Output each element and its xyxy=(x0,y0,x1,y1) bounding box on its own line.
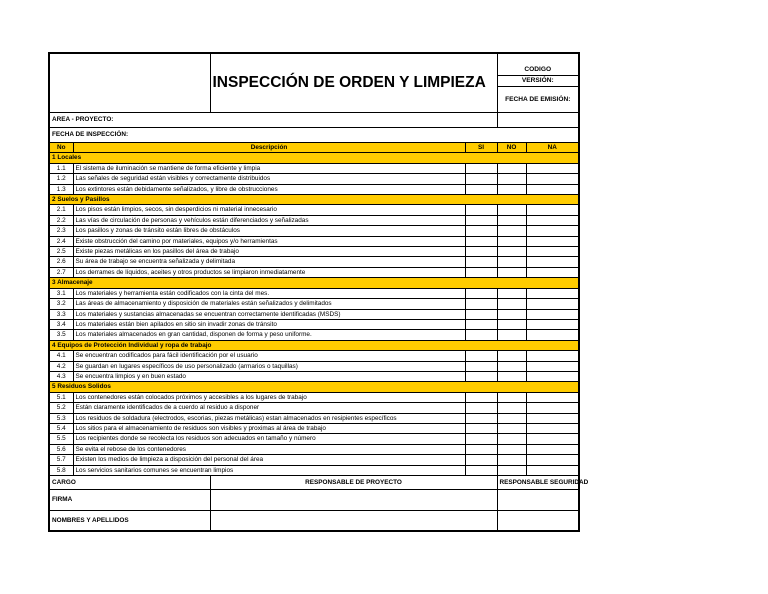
nombres-seguridad-field[interactable] xyxy=(497,511,579,532)
answer-si-cell[interactable] xyxy=(465,184,497,194)
answer-no-cell[interactable] xyxy=(497,163,526,173)
answer-no-cell[interactable] xyxy=(497,236,526,246)
answer-si-cell[interactable] xyxy=(465,236,497,246)
answer-no-cell[interactable] xyxy=(497,205,526,215)
logo-area xyxy=(49,53,210,113)
nombres-label: NOMBRES Y APELLIDOS xyxy=(49,511,210,532)
answer-si-cell[interactable] xyxy=(465,205,497,215)
nombres-proyecto-field[interactable] xyxy=(210,511,497,532)
section-title: 2 Suelos y Pasillos xyxy=(49,195,579,205)
checklist-row xyxy=(49,455,579,465)
checklist-row xyxy=(49,299,579,309)
item-number: 5.7 xyxy=(49,455,73,465)
answer-na-cell[interactable] xyxy=(526,288,579,298)
answer-na-cell[interactable] xyxy=(526,465,579,475)
section-header-row xyxy=(49,382,579,392)
answer-no-cell[interactable] xyxy=(497,319,526,329)
answer-na-cell[interactable] xyxy=(526,455,579,465)
answer-no-cell[interactable] xyxy=(497,288,526,298)
sections-body xyxy=(49,153,579,476)
checklist-row xyxy=(49,288,579,298)
answer-no-cell[interactable] xyxy=(497,267,526,277)
item-description: Los pisos están limpios, secos, sin desperdicios ni material innecesario xyxy=(73,205,465,215)
item-description: Los materiales almacenados en gran cantidad, disponen de forma y peso uniforme. xyxy=(73,330,465,340)
item-description: Los materiales y herramienta están codificados con la cinta del mes. xyxy=(73,288,465,298)
item-description: Se encuentran codificados para fácil identificación por el usuario xyxy=(73,351,465,361)
answer-si-cell[interactable] xyxy=(465,392,497,402)
answer-si-cell[interactable] xyxy=(465,247,497,257)
item-description: Existe obstrucción del camino por materiales, equipos y/o herramientas xyxy=(73,236,465,246)
item-number: 3.3 xyxy=(49,309,73,319)
answer-no-cell[interactable] xyxy=(497,257,526,267)
col-na: NA xyxy=(526,143,579,153)
item-number: 5.6 xyxy=(49,444,73,454)
section-title: 3 Almacenaje xyxy=(49,278,579,288)
firma-row xyxy=(49,490,579,511)
answer-no-cell[interactable] xyxy=(497,299,526,309)
item-description: Los pasillos y zonas de tránsito están libres de obstáculos xyxy=(73,226,465,236)
item-description: Los extintores están debidamente señalizados, y libre de obstrucciones xyxy=(73,184,465,194)
col-no: No xyxy=(49,143,73,153)
checklist-row xyxy=(49,163,579,173)
item-number: 2.7 xyxy=(49,267,73,277)
answer-no-cell[interactable] xyxy=(497,423,526,433)
checklist-row xyxy=(49,392,579,402)
section-header-row xyxy=(49,153,579,163)
answer-no-cell[interactable] xyxy=(497,465,526,475)
item-number: 5.2 xyxy=(49,403,73,413)
area-row xyxy=(49,113,579,128)
answer-no-cell[interactable] xyxy=(497,184,526,194)
fecha-inspeccion-row xyxy=(49,128,579,143)
answer-na-cell[interactable] xyxy=(526,205,579,215)
section-title: 1 Locales xyxy=(49,153,579,163)
answer-no-cell[interactable] xyxy=(497,413,526,423)
item-number: 4.3 xyxy=(49,371,73,381)
signature-header-row xyxy=(49,476,579,490)
answer-na-cell[interactable] xyxy=(526,184,579,194)
item-number: 1.2 xyxy=(49,174,73,184)
checklist-row xyxy=(49,174,579,184)
item-description: Las áreas de almacenamiento y disposición de materiales están señalizados y delimitados xyxy=(73,299,465,309)
area-proyecto-label: AREA - PROYECTO: xyxy=(49,113,497,128)
item-description: Las señales de seguridad están visibles y correctamente distribuidos xyxy=(73,174,465,184)
checklist-row xyxy=(49,371,579,381)
answer-si-cell[interactable] xyxy=(465,371,497,381)
answer-na-cell[interactable] xyxy=(526,226,579,236)
item-number: 2.6 xyxy=(49,257,73,267)
checklist-row xyxy=(49,236,579,246)
answer-no-cell[interactable] xyxy=(497,215,526,225)
checklist-row xyxy=(49,184,579,194)
answer-si-cell[interactable] xyxy=(465,403,497,413)
item-description: Existen los medios de limpieza a disposición del personal del área xyxy=(73,455,465,465)
checklist-row xyxy=(49,403,579,413)
answer-na-cell[interactable] xyxy=(526,267,579,277)
item-number: 2.2 xyxy=(49,215,73,225)
item-number: 1.1 xyxy=(49,163,73,173)
item-number: 2.1 xyxy=(49,205,73,215)
column-header-row xyxy=(49,143,579,153)
item-number: 5.3 xyxy=(49,413,73,423)
checklist-row xyxy=(49,413,579,423)
answer-no-cell[interactable] xyxy=(497,330,526,340)
answer-na-cell[interactable] xyxy=(526,403,579,413)
answer-si-cell[interactable] xyxy=(465,444,497,454)
answer-si-cell[interactable] xyxy=(465,257,497,267)
checklist-row xyxy=(49,330,579,340)
checklist-row xyxy=(49,257,579,267)
answer-si-cell[interactable] xyxy=(465,465,497,475)
item-description: Existe piezas metálicas en los pasillos del área de trabajo xyxy=(73,247,465,257)
item-number: 2.3 xyxy=(49,226,73,236)
checklist-row xyxy=(49,226,579,236)
answer-na-cell[interactable] xyxy=(526,174,579,184)
answer-si-cell[interactable] xyxy=(465,319,497,329)
answer-si-cell[interactable] xyxy=(465,423,497,433)
answer-no-cell[interactable] xyxy=(497,444,526,454)
header-row-1 xyxy=(49,53,579,65)
item-description: Los materiales están bien apilados en sitio sin invadir zonas de tránsito xyxy=(73,319,465,329)
checklist-row xyxy=(49,465,579,475)
section-title: 4 Equipos de Protección Individual y ropa de trabajo xyxy=(49,340,579,350)
item-number: 5.5 xyxy=(49,434,73,444)
item-description: Su área de trabajo se encuentra señalizada y delimitada xyxy=(73,257,465,267)
firma-proyecto-field[interactable] xyxy=(210,490,497,511)
item-number: 4.1 xyxy=(49,351,73,361)
item-number: 2.5 xyxy=(49,247,73,257)
checklist-row xyxy=(49,444,579,454)
answer-si-cell[interactable] xyxy=(465,361,497,371)
section-header-row xyxy=(49,278,579,288)
answer-na-cell[interactable] xyxy=(526,351,579,361)
checklist-row xyxy=(49,215,579,225)
nombres-row xyxy=(49,511,579,532)
item-number: 1.3 xyxy=(49,184,73,194)
answer-si-cell[interactable] xyxy=(465,309,497,319)
checklist-row xyxy=(49,247,579,257)
section-title: 5 Residuos Solidos xyxy=(49,382,579,392)
col-no-answer: NO xyxy=(497,143,526,153)
answer-no-cell[interactable] xyxy=(497,403,526,413)
inspection-sheet xyxy=(48,52,589,532)
answer-na-cell[interactable] xyxy=(526,319,579,329)
answer-no-cell[interactable] xyxy=(497,309,526,319)
answer-na-cell[interactable] xyxy=(526,413,579,423)
answer-si-cell[interactable] xyxy=(465,267,497,277)
item-description: Los recipientes donde se recolecta los residuos son adecuados en tamaño y número xyxy=(73,434,465,444)
answer-no-cell[interactable] xyxy=(497,361,526,371)
inspection-table xyxy=(48,52,589,532)
answer-si-cell[interactable] xyxy=(465,299,497,309)
answer-na-cell[interactable] xyxy=(526,434,579,444)
item-number: 3.2 xyxy=(49,299,73,309)
checklist-row xyxy=(49,351,579,361)
item-description: Los residuos de soldadura (electrodos, escorias, piezas metálicas) estan almacenados en resipientes específicos xyxy=(73,413,465,423)
item-description: Los contenedores están colocados próximos y accesibles a los lugares de trabajo xyxy=(73,392,465,402)
document-title: INSPECCIÓN DE ORDEN Y LIMPIEZA xyxy=(210,53,497,113)
section-header-row xyxy=(49,195,579,205)
item-number: 3.4 xyxy=(49,319,73,329)
answer-si-cell[interactable] xyxy=(465,330,497,340)
fecha-inspeccion-label: FECHA DE INSPECCIÓN: xyxy=(49,128,579,143)
answer-na-cell[interactable] xyxy=(526,299,579,309)
item-description: Están claramente identificados de a cuerdo al residuo a disponer xyxy=(73,403,465,413)
answer-no-cell[interactable] xyxy=(497,226,526,236)
checklist-row xyxy=(49,361,579,371)
answer-si-cell[interactable] xyxy=(465,288,497,298)
item-description: Los servicios sanitarios comunes se encuentran limpios xyxy=(73,465,465,475)
section-header-row xyxy=(49,340,579,350)
fecha-emision-label: FECHA DE EMISIÓN: xyxy=(497,87,579,113)
firma-label: FIRMA xyxy=(49,490,210,511)
item-description: Los materiales y sustancias almacenadas se encuentran correctamente identificadas (MSDS) xyxy=(73,309,465,319)
responsable-seguridad-label: RESPONSABLE SEGURIDAD xyxy=(497,476,579,490)
answer-no-cell[interactable] xyxy=(497,434,526,444)
answer-na-cell[interactable] xyxy=(526,163,579,173)
col-si: SI xyxy=(465,143,497,153)
firma-seguridad-field[interactable] xyxy=(497,490,579,511)
item-description: Se encuentra limpios y en buen estado xyxy=(73,371,465,381)
answer-na-cell[interactable] xyxy=(526,371,579,381)
answer-si-cell[interactable] xyxy=(465,226,497,236)
answer-si-cell[interactable] xyxy=(465,174,497,184)
answer-no-cell[interactable] xyxy=(497,392,526,402)
answer-no-cell[interactable] xyxy=(497,247,526,257)
answer-si-cell[interactable] xyxy=(465,163,497,173)
answer-na-cell[interactable] xyxy=(526,392,579,402)
item-number: 4.2 xyxy=(49,361,73,371)
checklist-row xyxy=(49,309,579,319)
checklist-row xyxy=(49,267,579,277)
cargo-label: CARGO xyxy=(49,476,210,490)
answer-na-cell[interactable] xyxy=(526,423,579,433)
responsable-proyecto-label: RESPONSABLE DE PROYECTO xyxy=(210,476,497,490)
answer-na-cell[interactable] xyxy=(526,309,579,319)
answer-no-cell[interactable] xyxy=(497,174,526,184)
item-description: Los sitios para el almacenamiento de residuos son visibles y proximas al área de trabajo xyxy=(73,423,465,433)
item-number: 5.8 xyxy=(49,465,73,475)
item-description: Los derrames de líquidos, aceites y otros productos se limpiaron inmediatamente xyxy=(73,267,465,277)
answer-si-cell[interactable] xyxy=(465,215,497,225)
answer-no-cell[interactable] xyxy=(497,351,526,361)
item-number: 3.5 xyxy=(49,330,73,340)
item-number: 5.4 xyxy=(49,423,73,433)
item-number: 2.4 xyxy=(49,236,73,246)
area-proyecto-field[interactable] xyxy=(497,113,579,128)
answer-no-cell[interactable] xyxy=(497,455,526,465)
item-description: Las vías de circulación de personas y vehículos están diferenciados y señalizadas xyxy=(73,215,465,225)
answer-na-cell[interactable] xyxy=(526,247,579,257)
item-description: El sistema de iluminación se mantiene de forma eficiente y limpia xyxy=(73,163,465,173)
answer-si-cell[interactable] xyxy=(465,351,497,361)
checklist-row xyxy=(49,434,579,444)
answer-si-cell[interactable] xyxy=(465,455,497,465)
answer-na-cell[interactable] xyxy=(526,330,579,340)
answer-na-cell[interactable] xyxy=(526,236,579,246)
answer-si-cell[interactable] xyxy=(465,413,497,423)
checklist-row xyxy=(49,205,579,215)
answer-na-cell[interactable] xyxy=(526,257,579,267)
item-number: 3.1 xyxy=(49,288,73,298)
checklist-row xyxy=(49,423,579,433)
answer-na-cell[interactable] xyxy=(526,215,579,225)
answer-no-cell[interactable] xyxy=(497,371,526,381)
col-descripcion: Descripción xyxy=(73,143,465,153)
answer-na-cell[interactable] xyxy=(526,444,579,454)
answer-si-cell[interactable] xyxy=(465,434,497,444)
checklist-row xyxy=(49,319,579,329)
item-number: 5.1 xyxy=(49,392,73,402)
codigo-label: CODIGO xyxy=(497,65,579,76)
version-label: VERSIÓN: xyxy=(497,76,579,87)
answer-na-cell[interactable] xyxy=(526,361,579,371)
item-description: Se evita el rebose de los contenedores xyxy=(73,444,465,454)
item-description: Se guardan en lugares específicos de uso personalizado (armarios o taquillas) xyxy=(73,361,465,371)
